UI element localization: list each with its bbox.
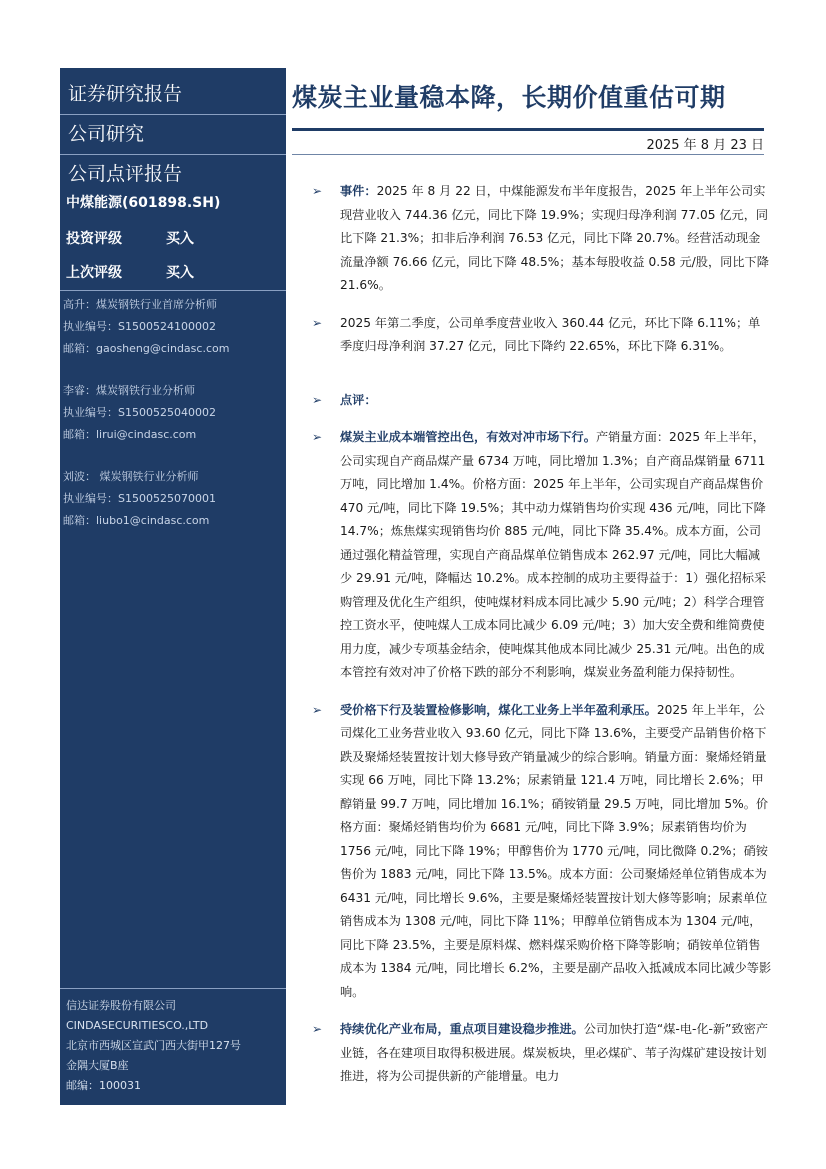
report-type: 公司研究 — [68, 123, 145, 145]
report-date: 2025 年 8 月 23 日 — [646, 138, 764, 153]
arrow-bullet-icon: ➢ — [312, 315, 323, 330]
analyst-license: 执业编号：S1500525040002 — [63, 406, 216, 419]
company-address-1: 北京市西城区宣武门西大街甲127号 — [66, 1039, 241, 1052]
analyst-email: 邮箱：lirui@cindasc.com — [63, 428, 197, 441]
arrow-bullet-icon: ➢ — [312, 392, 323, 407]
date-divider — [292, 154, 764, 179]
bullet-coal — [312, 426, 772, 685]
bullet-lead: 煤炭主业成本端管控出色，有效对冲市场下行。 — [340, 430, 596, 444]
rating-label: 投资评级 — [66, 231, 122, 247]
report-subtype: 公司点评报告 — [68, 163, 183, 185]
company-postcode: 邮编：100031 — [66, 1079, 141, 1092]
prev-rating-label: 上次评级 — [66, 265, 122, 281]
analyst-3 — [60, 466, 286, 532]
arrow-bullet-icon: ➢ — [312, 184, 323, 198]
sidebar-divider — [60, 988, 286, 989]
report-title: 煤炭主业量稳本降，长期价值重估可期 — [292, 83, 726, 112]
bullet-layout — [312, 1018, 772, 1089]
arrow-bullet-icon: ➢ — [312, 1022, 323, 1036]
sidebar-divider — [60, 290, 286, 291]
bullet-lead: 事件： — [340, 184, 377, 198]
analyst-license: 执业编号：S1500525070001 — [63, 492, 216, 505]
bullet-lead: 点评： — [340, 392, 377, 407]
company-info — [60, 996, 286, 1096]
bullet-q2 — [312, 312, 772, 359]
sidebar — [60, 68, 286, 1105]
arrow-bullet-icon: ➢ — [312, 430, 323, 444]
prev-rating-value: 买入 — [166, 265, 194, 281]
title-underline — [292, 128, 764, 131]
company-name-en: CINDASECURITIESCO.,LTD — [66, 1019, 209, 1032]
stock-name: 中煤能源(601898.SH) — [66, 195, 221, 211]
bullet-text: 产销量方面：2025 年上半年，公司实现自产商品煤产量 6734 万吨，同比增加 1.3%；自产商品煤销量 6711 万吨，同比增加 1.4%。价格方面：2025 年上半年，公司实现自产商品煤售价 470 元/吨，同比下降 19.5%；其中动力煤销售均价实现 436 元/吨，同比下降 14.7%；炼焦煤实现销售均价 885 元/吨，同比下降 35.4%。成本方面，公司通过强化精益管理，实现自产商品煤单位销售成本 262.97 元/吨，同比大幅减少 29.91 元/吨，降幅达 10.2%。成本控制的成功主要得益于：1）强化招标采购管理及优化生产组织，使吨煤材料成本同比减少 5.90 元/吨；2）科学合理管控工资水平，使吨煤人工成本同比减少 6.09 元/吨；3）加大安全费和维简费使用力度，减少专项基金结余，使吨煤其他成本同比减少 25.31 元/吨。出色的成本管控有效对冲了价格下跌的部分不利影响，煤炭业务盈利能力保持韧性。 — [340, 430, 767, 679]
analyst-name-title: 李睿：煤炭钢铁行业分析师 — [63, 384, 195, 397]
rating-value: 买入 — [166, 231, 194, 247]
analyst-email: 邮箱：liubo1@cindasc.com — [63, 514, 210, 527]
analyst-name-title: 刘波： 煤炭钢铁行业分析师 — [63, 470, 199, 483]
company-name-cn: 信达证券股份有限公司 — [66, 999, 176, 1012]
arrow-bullet-icon: ➢ — [312, 702, 323, 717]
report-body — [312, 180, 772, 1089]
bullet-text: 2025 年上半年，公司煤化工业务营业收入 93.60 亿元，同比下降 13.6%，主要受产品销售价格下跌及聚烯烃装置按计划大修导致产销量减少的综合影响。销量方面：聚烯烃销量实现 66 万吨，同比下降 13.2%；尿素销量 121.4 万吨，同比增长 2.6%；甲醇销量 99.7 万吨，同比增加 16.1%；硝铵销量 29.5 万吨，同比增加 5%。价格方面：聚烯烃销售均价为 6681 元/吨，同比下降 3.9%；尿素销售均价为 1756 元/吨，同比下降 19%；甲醇售价为 1770 元/吨，同比微降 0.2%；硝铵售价为 1883 元/吨，同比下降 13.5%。成本方面：公司聚烯烃单位销售成本为 6431 元/吨，同比增长 9.6%，主要是聚烯烃装置按计划大修等影响；尿素单位销售成本为 1308 元/吨，同比下降 11%；甲醇单位销售成本为 1304 元/吨，同比下降 23.5%，主要是原料煤、燃料煤采购价格下降等影响；硝铵单位销售成本为 1384 元/吨，同比增长 6.2%，主要是副产品收入抵减成本同比减少等影响。 — [340, 702, 772, 999]
bullet-event — [312, 180, 772, 298]
report-category: 证券研究报告 — [68, 83, 183, 105]
company-address-2: 金隅大厦B座 — [66, 1059, 129, 1072]
bullet-lead: 受价格下行及装置检修影响，煤化工业务上半年盈利承压。 — [340, 702, 657, 717]
analyst-license: 执业编号：S1500524100002 — [63, 320, 216, 333]
bullet-text: 公司加快打造“煤-电-化-新”致密产业链，各在建项目取得积极进展。煤炭板块，里必煤矿、苇子沟煤矿建设按计划推进，将为公司提供新的产能增量。电力 — [340, 1022, 769, 1083]
analyst-2 — [60, 380, 286, 446]
bullet-lead: 持续优化产业布局，重点项目建设稳步推进。 — [340, 1022, 584, 1036]
bullet-text: 2025 年 8 月 22 日，中煤能源发布半年度报告，2025 年上半年公司实现营业收入 744.36 亿元，同比下降 19.9%；实现归母净利润 77.05 亿元，同比下降 21.3%；扣非后净利润 76.53 亿元，同比下降 20.7%。经营活动现金流量净额 76.66 亿元，同比下降 48.5%；基本每股收益 0.58 元/股，同比下降 21.6%。 — [340, 184, 769, 292]
analyst-1 — [60, 294, 286, 360]
bullet-text: 2025 年第二季度，公司单季度营业收入 360.44 亿元，环比下降 6.11%；单季度归母净利润 37.27 亿元，同比下降约 22.65%，环比下降 6.31%。 — [340, 315, 761, 353]
analyst-email: 邮箱：gaosheng@cindasc.com — [63, 342, 230, 355]
analyst-name-title: 高升：煤炭钢铁行业首席分析师 — [63, 298, 217, 311]
bullet-chemical — [312, 699, 772, 1005]
bullet-comment — [312, 389, 772, 413]
